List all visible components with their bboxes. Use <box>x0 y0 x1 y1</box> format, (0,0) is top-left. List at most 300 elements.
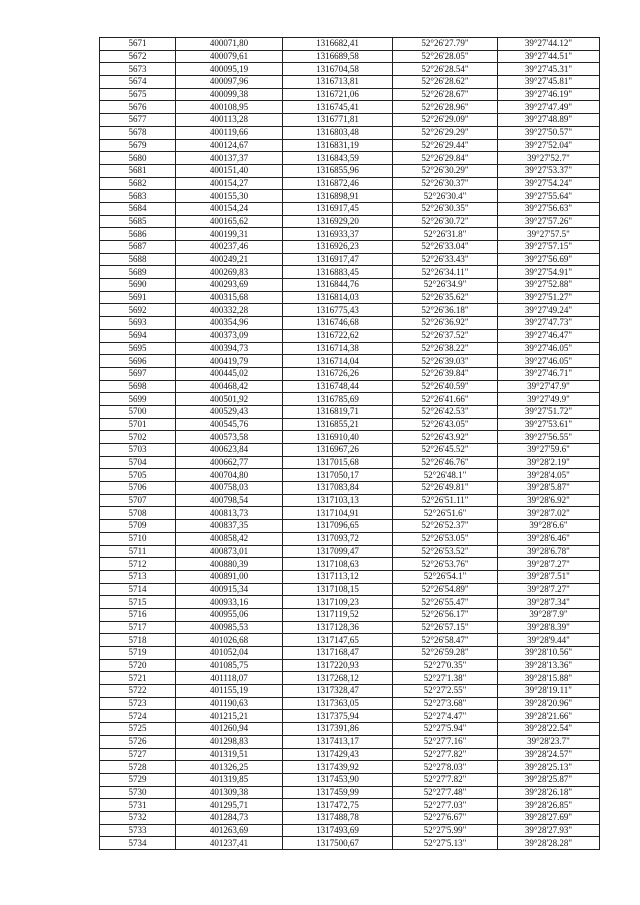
point-number-cell: 5728 <box>100 761 176 774</box>
x-coordinate-cell: 400108,95 <box>176 101 283 114</box>
latitude-cell: 52°26'37.52" <box>393 329 498 342</box>
y-coordinate-cell: 1317168,47 <box>283 647 393 660</box>
latitude-cell: 52°26'33.43" <box>393 253 498 266</box>
x-coordinate-cell: 400237,46 <box>176 241 283 254</box>
x-coordinate-cell: 401319,51 <box>176 748 283 761</box>
point-number-cell: 5701 <box>100 418 176 431</box>
y-coordinate-cell: 1316898,91 <box>283 190 393 203</box>
table-row <box>100 241 600 254</box>
point-number-cell: 5699 <box>100 393 176 406</box>
x-coordinate-cell: 400373,09 <box>176 329 283 342</box>
longitude-cell: 39°28'4.05" <box>498 469 600 482</box>
longitude-cell: 39°27'50.57" <box>498 126 600 139</box>
x-coordinate-cell: 400137,37 <box>176 152 283 165</box>
table-row <box>100 177 600 190</box>
y-coordinate-cell: 1317413,17 <box>283 735 393 748</box>
table-row <box>100 621 600 634</box>
point-number-cell: 5673 <box>100 63 176 76</box>
x-coordinate-cell: 400837,35 <box>176 520 283 533</box>
longitude-cell: 39°27'46.47" <box>498 329 600 342</box>
point-number-cell: 5689 <box>100 266 176 279</box>
point-number-cell: 5679 <box>100 139 176 152</box>
latitude-cell: 52°26'41.66" <box>393 393 498 406</box>
latitude-cell: 52°27'8.03" <box>393 761 498 774</box>
table-row <box>100 63 600 76</box>
table-row <box>100 659 600 672</box>
table-row <box>100 469 600 482</box>
point-number-cell: 5720 <box>100 659 176 672</box>
coordinates-table-body <box>100 38 600 850</box>
y-coordinate-cell: 1317050,17 <box>283 469 393 482</box>
latitude-cell: 52°27'6.67" <box>393 811 498 824</box>
table-row <box>100 164 600 177</box>
table-row <box>100 494 600 507</box>
table-row <box>100 596 600 609</box>
latitude-cell: 52°26'28.96" <box>393 101 498 114</box>
y-coordinate-cell: 1317391,86 <box>283 723 393 736</box>
longitude-cell: 39°28'7.02" <box>498 507 600 520</box>
x-coordinate-cell: 401284,73 <box>176 811 283 824</box>
latitude-cell: 52°27'7.48" <box>393 786 498 799</box>
table-row <box>100 482 600 495</box>
y-coordinate-cell: 1316785,69 <box>283 393 393 406</box>
y-coordinate-cell: 1316933,37 <box>283 228 393 241</box>
y-coordinate-cell: 1317015,68 <box>283 456 393 469</box>
y-coordinate-cell: 1316917,47 <box>283 253 393 266</box>
x-coordinate-cell: 400891,00 <box>176 570 283 583</box>
x-coordinate-cell: 400704,80 <box>176 469 283 482</box>
table-row <box>100 405 600 418</box>
x-coordinate-cell: 400623,84 <box>176 444 283 457</box>
longitude-cell: 39°27'44.51" <box>498 50 600 63</box>
y-coordinate-cell: 1316722,62 <box>283 329 393 342</box>
longitude-cell: 39°28'8.39" <box>498 621 600 634</box>
table-row <box>100 570 600 583</box>
longitude-cell: 39°27'45.31" <box>498 63 600 76</box>
longitude-cell: 39°27'57.15" <box>498 241 600 254</box>
x-coordinate-cell: 400985,53 <box>176 621 283 634</box>
x-coordinate-cell: 401215,21 <box>176 710 283 723</box>
x-coordinate-cell: 401298,83 <box>176 735 283 748</box>
longitude-cell: 39°28'5.87" <box>498 482 600 495</box>
point-number-cell: 5674 <box>100 76 176 89</box>
y-coordinate-cell: 1316682,41 <box>283 38 393 51</box>
y-coordinate-cell: 1316771,81 <box>283 114 393 127</box>
point-number-cell: 5688 <box>100 253 176 266</box>
longitude-cell: 39°28'20.96" <box>498 697 600 710</box>
latitude-cell: 52°27'5.99" <box>393 824 498 837</box>
point-number-cell: 5677 <box>100 114 176 127</box>
point-number-cell: 5713 <box>100 570 176 583</box>
x-coordinate-cell: 401052,04 <box>176 647 283 660</box>
longitude-cell: 39°27'49.24" <box>498 304 600 317</box>
longitude-cell: 39°28'15.88" <box>498 672 600 685</box>
y-coordinate-cell: 1316844,76 <box>283 279 393 292</box>
y-coordinate-cell: 1316843,59 <box>283 152 393 165</box>
point-number-cell: 5732 <box>100 811 176 824</box>
x-coordinate-cell: 400573,58 <box>176 431 283 444</box>
x-coordinate-cell: 401319,85 <box>176 773 283 786</box>
latitude-cell: 52°26'31.8" <box>393 228 498 241</box>
point-number-cell: 5715 <box>100 596 176 609</box>
longitude-cell: 39°28'7.27" <box>498 583 600 596</box>
y-coordinate-cell: 1317104,91 <box>283 507 393 520</box>
point-number-cell: 5683 <box>100 190 176 203</box>
point-number-cell: 5695 <box>100 342 176 355</box>
latitude-cell: 52°27'7.82" <box>393 748 498 761</box>
y-coordinate-cell: 1316745,41 <box>283 101 393 114</box>
y-coordinate-cell: 1317113,12 <box>283 570 393 583</box>
longitude-cell: 39°27'44.12" <box>498 38 600 51</box>
y-coordinate-cell: 1317147,65 <box>283 634 393 647</box>
table-row <box>100 126 600 139</box>
table-row <box>100 545 600 558</box>
table-row <box>100 507 600 520</box>
table-row <box>100 811 600 824</box>
x-coordinate-cell: 400095,19 <box>176 63 283 76</box>
table-row <box>100 431 600 444</box>
latitude-cell: 52°26'40.59" <box>393 380 498 393</box>
table-row <box>100 723 600 736</box>
table-row <box>100 329 600 342</box>
longitude-cell: 39°27'57.5" <box>498 228 600 241</box>
x-coordinate-cell: 400199,31 <box>176 228 283 241</box>
y-coordinate-cell: 1316746,68 <box>283 317 393 330</box>
y-coordinate-cell: 1316814,03 <box>283 291 393 304</box>
latitude-cell: 52°26'58.47" <box>393 634 498 647</box>
longitude-cell: 39°28'6.78" <box>498 545 600 558</box>
y-coordinate-cell: 1316714,04 <box>283 355 393 368</box>
latitude-cell: 52°26'29.84" <box>393 152 498 165</box>
x-coordinate-cell: 400071,80 <box>176 38 283 51</box>
x-coordinate-cell: 401309,38 <box>176 786 283 799</box>
longitude-cell: 39°28'6.46" <box>498 532 600 545</box>
longitude-cell: 39°28'23.7" <box>498 735 600 748</box>
y-coordinate-cell: 1316910,40 <box>283 431 393 444</box>
table-row <box>100 215 600 228</box>
longitude-cell: 39°27'46.19" <box>498 88 600 101</box>
latitude-cell: 52°26'39.03" <box>393 355 498 368</box>
longitude-cell: 39°28'27.93" <box>498 824 600 837</box>
point-number-cell: 5691 <box>100 291 176 304</box>
table-row <box>100 367 600 380</box>
latitude-cell: 52°27'5.13" <box>393 837 498 850</box>
table-row <box>100 583 600 596</box>
table-row <box>100 418 600 431</box>
point-number-cell: 5681 <box>100 164 176 177</box>
x-coordinate-cell: 400880,39 <box>176 558 283 571</box>
point-number-cell: 5724 <box>100 710 176 723</box>
y-coordinate-cell: 1316883,45 <box>283 266 393 279</box>
table-row <box>100 393 600 406</box>
longitude-cell: 39°27'47.9" <box>498 380 600 393</box>
point-number-cell: 5685 <box>100 215 176 228</box>
latitude-cell: 52°26'35.62" <box>393 291 498 304</box>
point-number-cell: 5708 <box>100 507 176 520</box>
point-number-cell: 5704 <box>100 456 176 469</box>
table-row <box>100 139 600 152</box>
latitude-cell: 52°27'7.16" <box>393 735 498 748</box>
point-number-cell: 5678 <box>100 126 176 139</box>
longitude-cell: 39°27'52.04" <box>498 139 600 152</box>
point-number-cell: 5680 <box>100 152 176 165</box>
x-coordinate-cell: 400858,42 <box>176 532 283 545</box>
table-row <box>100 786 600 799</box>
table-row <box>100 837 600 850</box>
point-number-cell: 5676 <box>100 101 176 114</box>
table-row <box>100 76 600 89</box>
latitude-cell: 52°26'29.29" <box>393 126 498 139</box>
latitude-cell: 52°27'3.68" <box>393 697 498 710</box>
longitude-cell: 39°27'57.26" <box>498 215 600 228</box>
y-coordinate-cell: 1317363,05 <box>283 697 393 710</box>
x-coordinate-cell: 401026,68 <box>176 634 283 647</box>
latitude-cell: 52°26'46.76" <box>393 456 498 469</box>
table-row <box>100 355 600 368</box>
y-coordinate-cell: 1317493,69 <box>283 824 393 837</box>
latitude-cell: 52°27'7.82" <box>393 773 498 786</box>
longitude-cell: 39°28'24.57" <box>498 748 600 761</box>
latitude-cell: 52°26'51.6" <box>393 507 498 520</box>
point-number-cell: 5729 <box>100 773 176 786</box>
latitude-cell: 52°26'45.52" <box>393 444 498 457</box>
point-number-cell: 5718 <box>100 634 176 647</box>
y-coordinate-cell: 1317220,93 <box>283 659 393 672</box>
point-number-cell: 5694 <box>100 329 176 342</box>
table-row <box>100 456 600 469</box>
point-number-cell: 5714 <box>100 583 176 596</box>
point-number-cell: 5722 <box>100 685 176 698</box>
x-coordinate-cell: 400315,68 <box>176 291 283 304</box>
point-number-cell: 5690 <box>100 279 176 292</box>
point-number-cell: 5726 <box>100 735 176 748</box>
x-coordinate-cell: 400468,42 <box>176 380 283 393</box>
longitude-cell: 39°27'46.05" <box>498 342 600 355</box>
point-number-cell: 5703 <box>100 444 176 457</box>
longitude-cell: 39°27'59.6" <box>498 444 600 457</box>
longitude-cell: 39°28'22.54" <box>498 723 600 736</box>
longitude-cell: 39°27'55.64" <box>498 190 600 203</box>
longitude-cell: 39°28'13.36" <box>498 659 600 672</box>
latitude-cell: 52°26'43.92" <box>393 431 498 444</box>
y-coordinate-cell: 1316713,81 <box>283 76 393 89</box>
latitude-cell: 52°26'57.15" <box>393 621 498 634</box>
y-coordinate-cell: 1317439,92 <box>283 761 393 774</box>
y-coordinate-cell: 1316721,06 <box>283 88 393 101</box>
point-number-cell: 5686 <box>100 228 176 241</box>
point-number-cell: 5710 <box>100 532 176 545</box>
latitude-cell: 52°27'4.47" <box>393 710 498 723</box>
latitude-cell: 52°26'53.52" <box>393 545 498 558</box>
y-coordinate-cell: 1317083,84 <box>283 482 393 495</box>
table-row <box>100 190 600 203</box>
table-row <box>100 685 600 698</box>
latitude-cell: 52°26'48.1" <box>393 469 498 482</box>
y-coordinate-cell: 1316831,19 <box>283 139 393 152</box>
longitude-cell: 39°27'47.73" <box>498 317 600 330</box>
x-coordinate-cell: 400662,77 <box>176 456 283 469</box>
longitude-cell: 39°28'9.44" <box>498 634 600 647</box>
x-coordinate-cell: 400113,28 <box>176 114 283 127</box>
latitude-cell: 52°26'56.17" <box>393 608 498 621</box>
longitude-cell: 39°28'6.92" <box>498 494 600 507</box>
y-coordinate-cell: 1317093,72 <box>283 532 393 545</box>
longitude-cell: 39°28'21.66" <box>498 710 600 723</box>
x-coordinate-cell: 400354,96 <box>176 317 283 330</box>
y-coordinate-cell: 1317119,52 <box>283 608 393 621</box>
latitude-cell: 52°26'34.9" <box>393 279 498 292</box>
y-coordinate-cell: 1316819,71 <box>283 405 393 418</box>
point-number-cell: 5716 <box>100 608 176 621</box>
x-coordinate-cell: 401326,25 <box>176 761 283 774</box>
longitude-cell: 39°28'25.87" <box>498 773 600 786</box>
longitude-cell: 39°27'56.69" <box>498 253 600 266</box>
coordinates-table <box>99 37 600 850</box>
table-row <box>100 761 600 774</box>
y-coordinate-cell: 1316714,38 <box>283 342 393 355</box>
latitude-cell: 52°26'29.44" <box>393 139 498 152</box>
x-coordinate-cell: 400165,62 <box>176 215 283 228</box>
longitude-cell: 39°27'47.49" <box>498 101 600 114</box>
x-coordinate-cell: 400529,43 <box>176 405 283 418</box>
longitude-cell: 39°28'27.69" <box>498 811 600 824</box>
table-row <box>100 342 600 355</box>
table-row <box>100 444 600 457</box>
x-coordinate-cell: 401190,63 <box>176 697 283 710</box>
table-row <box>100 647 600 660</box>
x-coordinate-cell: 400955,06 <box>176 608 283 621</box>
point-number-cell: 5700 <box>100 405 176 418</box>
latitude-cell: 52°26'27.79" <box>393 38 498 51</box>
longitude-cell: 39°28'25.13" <box>498 761 600 774</box>
x-coordinate-cell: 400394,73 <box>176 342 283 355</box>
y-coordinate-cell: 1317328,47 <box>283 685 393 698</box>
y-coordinate-cell: 1316748,44 <box>283 380 393 393</box>
latitude-cell: 52°26'42.53" <box>393 405 498 418</box>
table-row <box>100 735 600 748</box>
table-row <box>100 672 600 685</box>
point-number-cell: 5672 <box>100 50 176 63</box>
y-coordinate-cell: 1316872,46 <box>283 177 393 190</box>
table-row <box>100 532 600 545</box>
latitude-cell: 52°26'30.72" <box>393 215 498 228</box>
longitude-cell: 39°27'54.91" <box>498 266 600 279</box>
x-coordinate-cell: 401295,71 <box>176 799 283 812</box>
point-number-cell: 5684 <box>100 202 176 215</box>
longitude-cell: 39°28'6.6" <box>498 520 600 533</box>
latitude-cell: 52°26'52.37" <box>393 520 498 533</box>
latitude-cell: 52°26'30.37" <box>393 177 498 190</box>
table-row <box>100 253 600 266</box>
x-coordinate-cell: 400151,40 <box>176 164 283 177</box>
point-number-cell: 5687 <box>100 241 176 254</box>
x-coordinate-cell: 400933,16 <box>176 596 283 609</box>
table-row <box>100 279 600 292</box>
latitude-cell: 52°26'43.05" <box>393 418 498 431</box>
point-number-cell: 5719 <box>100 647 176 660</box>
x-coordinate-cell: 401263,69 <box>176 824 283 837</box>
latitude-cell: 52°26'29.09" <box>393 114 498 127</box>
table-row <box>100 380 600 393</box>
point-number-cell: 5696 <box>100 355 176 368</box>
point-number-cell: 5693 <box>100 317 176 330</box>
longitude-cell: 39°28'26.18" <box>498 786 600 799</box>
table-row <box>100 520 600 533</box>
latitude-cell: 52°26'53.76" <box>393 558 498 571</box>
table-row <box>100 228 600 241</box>
longitude-cell: 39°28'28.28" <box>498 837 600 850</box>
x-coordinate-cell: 401237,41 <box>176 837 283 850</box>
x-coordinate-cell: 401260,94 <box>176 723 283 736</box>
longitude-cell: 39°27'48.89" <box>498 114 600 127</box>
latitude-cell: 52°26'38.22" <box>393 342 498 355</box>
latitude-cell: 52°26'39.84" <box>393 367 498 380</box>
y-coordinate-cell: 1317459,99 <box>283 786 393 799</box>
longitude-cell: 39°28'10.56" <box>498 647 600 660</box>
latitude-cell: 52°26'49.81" <box>393 482 498 495</box>
latitude-cell: 52°27'0.35" <box>393 659 498 672</box>
point-number-cell: 5730 <box>100 786 176 799</box>
longitude-cell: 39°28'7.34" <box>498 596 600 609</box>
latitude-cell: 52°26'36.18" <box>393 304 498 317</box>
latitude-cell: 52°26'34.11" <box>393 266 498 279</box>
x-coordinate-cell: 400124,67 <box>176 139 283 152</box>
y-coordinate-cell: 1317268,12 <box>283 672 393 685</box>
longitude-cell: 39°27'49.9" <box>498 393 600 406</box>
latitude-cell: 52°26'30.35" <box>393 202 498 215</box>
point-number-cell: 5733 <box>100 824 176 837</box>
longitude-cell: 39°27'51.72" <box>498 405 600 418</box>
point-number-cell: 5698 <box>100 380 176 393</box>
x-coordinate-cell: 401085,75 <box>176 659 283 672</box>
table-row <box>100 608 600 621</box>
y-coordinate-cell: 1317429,43 <box>283 748 393 761</box>
point-number-cell: 5707 <box>100 494 176 507</box>
point-number-cell: 5725 <box>100 723 176 736</box>
x-coordinate-cell: 401118,07 <box>176 672 283 685</box>
table-row <box>100 773 600 786</box>
latitude-cell: 52°26'54.89" <box>393 583 498 596</box>
x-coordinate-cell: 400249,21 <box>176 253 283 266</box>
y-coordinate-cell: 1317472,75 <box>283 799 393 812</box>
y-coordinate-cell: 1316726,26 <box>283 367 393 380</box>
table-row <box>100 291 600 304</box>
x-coordinate-cell: 400332,28 <box>176 304 283 317</box>
point-number-cell: 5705 <box>100 469 176 482</box>
longitude-cell: 39°28'7.27" <box>498 558 600 571</box>
table-row <box>100 202 600 215</box>
table-row <box>100 152 600 165</box>
y-coordinate-cell: 1317099,47 <box>283 545 393 558</box>
x-coordinate-cell: 400079,61 <box>176 50 283 63</box>
longitude-cell: 39°27'56.63" <box>498 202 600 215</box>
point-number-cell: 5712 <box>100 558 176 571</box>
x-coordinate-cell: 400873,01 <box>176 545 283 558</box>
point-number-cell: 5692 <box>100 304 176 317</box>
latitude-cell: 52°26'28.54" <box>393 63 498 76</box>
point-number-cell: 5711 <box>100 545 176 558</box>
x-coordinate-cell: 400154,27 <box>176 177 283 190</box>
latitude-cell: 52°26'54.1" <box>393 570 498 583</box>
y-coordinate-cell: 1317500,67 <box>283 837 393 850</box>
table-row <box>100 50 600 63</box>
table-row <box>100 710 600 723</box>
point-number-cell: 5675 <box>100 88 176 101</box>
point-number-cell: 5723 <box>100 697 176 710</box>
table-row <box>100 38 600 51</box>
y-coordinate-cell: 1316967,26 <box>283 444 393 457</box>
x-coordinate-cell: 400758,03 <box>176 482 283 495</box>
